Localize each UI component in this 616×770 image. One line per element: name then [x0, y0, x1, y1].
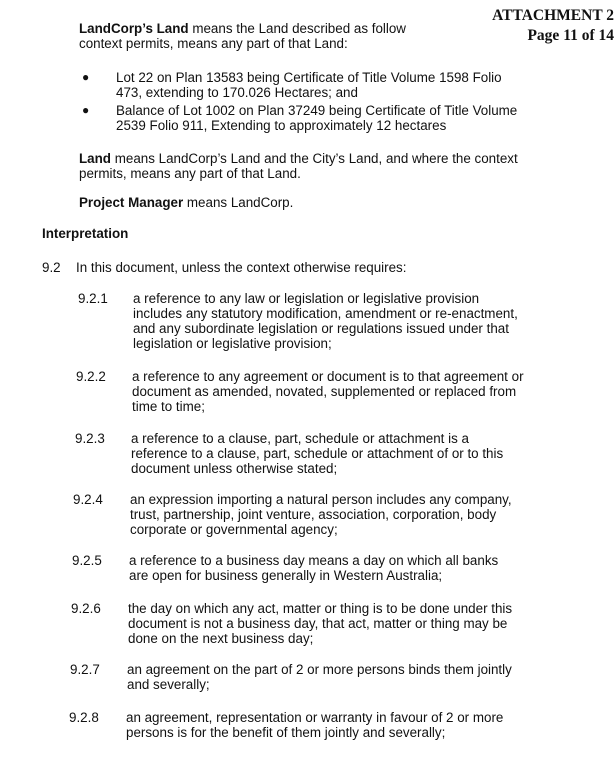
clause-number: 9.2.2: [76, 369, 106, 384]
bullet-icon: ●: [82, 103, 90, 117]
defined-term: Land: [79, 151, 111, 166]
clause-text: corporate or governmental agency;: [130, 522, 338, 537]
clause-intro: [42, 260, 582, 275]
clause-text: document unless otherwise stated;: [131, 461, 338, 476]
clause-text: the day on which any act, matter or thing is to be done under this: [128, 601, 513, 616]
clause-number: 9.2: [42, 260, 61, 275]
list-item-text: 2539 Folio 911, Extending to approximately 12 hectares: [116, 118, 447, 133]
clause-number: 9.2.7: [70, 662, 100, 677]
definition-text: permits, means any part of that Land.: [79, 166, 301, 181]
section-heading: Interpretation: [42, 226, 129, 241]
clause-text: and any subordinate legislation or regulations issued under that: [133, 321, 509, 336]
clause-number: 9.2.8: [69, 710, 99, 725]
clause-text: an expression importing a natural person includes any company,: [130, 492, 512, 507]
definition-text: means LandCorp’s Land and the City’s Land, and where the context: [111, 151, 518, 166]
list-item-text: 473, extending to 170.026 Hectares; and: [116, 85, 358, 100]
definition-text: means the Land described as follow: [188, 21, 406, 36]
clause-text: time to time;: [132, 399, 205, 414]
definition-line: [79, 21, 451, 36]
attachment-label: ATTACHMENT 2: [492, 7, 614, 24]
clause-text: done on the next business day;: [128, 631, 314, 646]
clause-text: a reference to a clause, part, schedule or attachment is a: [131, 431, 469, 446]
clause-text: an agreement, representation or warranty in favour of 2 or more: [126, 710, 504, 725]
definition-project-manager: [79, 195, 599, 210]
clause-text: are open for business generally in Western Australia;: [129, 568, 443, 583]
clause-number: 9.2.5: [72, 553, 102, 568]
definition-text: means LandCorp.: [183, 195, 294, 210]
clause-text: In this document, unless the context otherwise requires:: [76, 260, 407, 275]
clause-number: 9.2.4: [73, 492, 103, 507]
definition-land: [79, 151, 599, 181]
definition-text: context permits, means any part of that Land:: [79, 36, 348, 51]
clause-text: a reference to any law or legislation or legislative provision: [133, 291, 480, 306]
list-item: [80, 70, 600, 100]
definition-line: [79, 195, 599, 210]
clause-text: includes any statutory modification, amendment or re-enactment,: [133, 306, 518, 321]
bullet-icon: ●: [82, 70, 90, 84]
clause-text: document as amended, novated, supplemented or replaced from: [132, 384, 517, 399]
definition-landcorps-land: [79, 21, 451, 51]
clause-text: reference to a clause, part, schedule or attachment of or to this: [131, 446, 504, 461]
list-item-text: Balance of Lot 1002 on Plan 37249 being Certificate of Title Volume: [116, 103, 518, 118]
clause-text: a reference to any agreement or document is to that agreement or: [132, 369, 524, 384]
list-item-text: Lot 22 on Plan 13583 being Certificate of Title Volume 1598 Folio: [116, 70, 502, 85]
page-number: Page 11 of 14: [527, 27, 614, 44]
clause-number: 9.2.6: [71, 601, 101, 616]
clause-text: persons is for the benefit of them jointly and severally;: [126, 725, 446, 740]
clause-text: legislation or legislative provision;: [133, 336, 332, 351]
clause-text: and severally;: [127, 677, 210, 692]
clause-number: 9.2.3: [75, 431, 105, 446]
defined-term: Project Manager: [79, 195, 184, 210]
clause-text: document is not a business day, that act, matter or thing may be: [128, 616, 508, 631]
clause-text: trust, partnership, joint venture, association, corporation, body: [130, 507, 497, 522]
clause-number: 9.2.1: [78, 291, 108, 306]
clause-text: a reference to a business day means a day on which all banks: [129, 553, 499, 568]
attachment-header: [486, 6, 614, 46]
defined-term: LandCorp’s Land: [79, 21, 189, 36]
land-bullet-list: [80, 70, 600, 136]
definition-line: [79, 151, 599, 166]
clause-text: an agreement on the part of 2 or more persons binds them jointly: [127, 662, 512, 677]
list-item: [80, 103, 600, 133]
